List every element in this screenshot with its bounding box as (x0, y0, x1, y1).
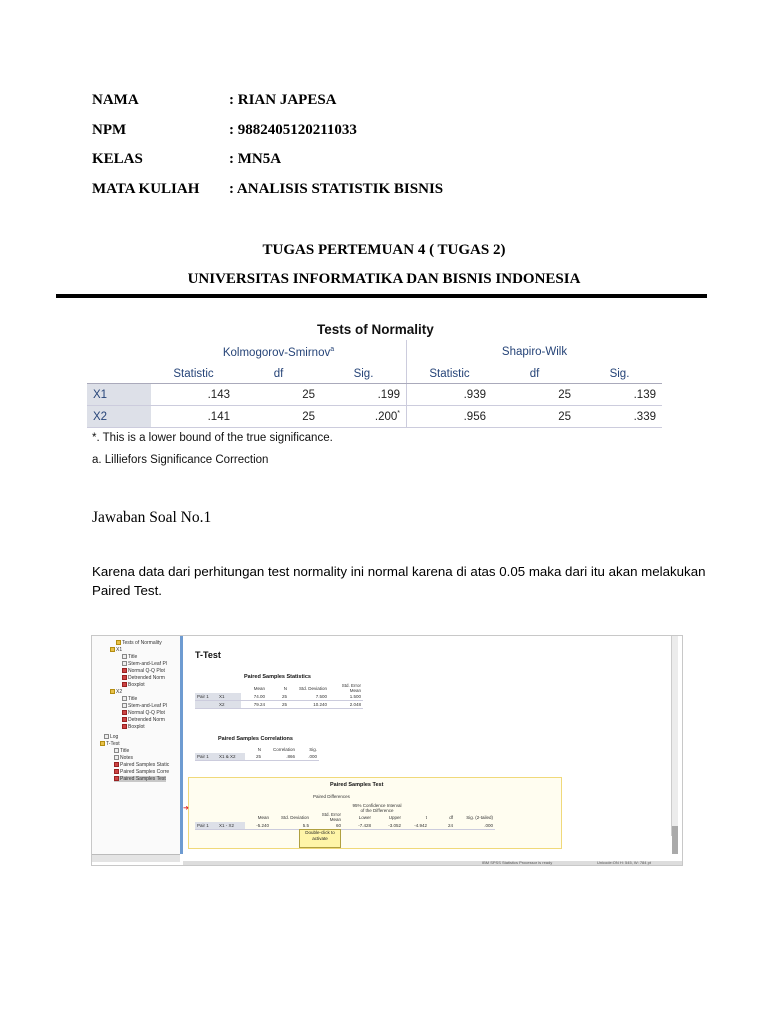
scrollbar-thumb[interactable] (672, 826, 678, 854)
col-header: Mean (257, 814, 269, 820)
arrow-icon: ➜ (183, 805, 189, 812)
activate-tooltip[interactable]: Double-click to activate (299, 829, 341, 848)
cell: Pair 1 (195, 822, 217, 830)
col-header: N (257, 747, 261, 752)
row-label: X1 (87, 384, 151, 406)
col-header: Sig. (577, 364, 662, 384)
folder-icon (110, 647, 115, 652)
cell: 24 (429, 822, 455, 830)
cell: X1 - X2 (217, 822, 245, 830)
cell: .141 (151, 406, 236, 428)
tree-item[interactable]: Normal Q-Q Plot (122, 710, 165, 716)
cell: .339 (577, 406, 662, 428)
info-label: NPM (92, 121, 127, 138)
table-row (195, 693, 363, 701)
cell: 60 (311, 822, 343, 830)
doc-icon (122, 703, 127, 708)
col-header: Std. Error Mean (341, 683, 361, 693)
cell: .199 (321, 384, 407, 406)
info-row-kelas (92, 151, 443, 181)
cell: .956 (407, 406, 493, 428)
col-header: t (425, 814, 427, 820)
table-row (87, 406, 662, 428)
cell: 10.240 (289, 701, 329, 709)
col-header: Std. Deviation (298, 685, 327, 691)
stats-title: Paired Samples Statistics (244, 674, 311, 680)
cell: 25 (492, 406, 577, 428)
status-text: IBM SPSS Statistics Processor is ready (482, 860, 553, 865)
col-header: Statistic (407, 364, 493, 384)
tree-item[interactable]: Stem-and-Leaf Pl (122, 661, 167, 667)
tree-item[interactable]: Detrended Norm (122, 717, 165, 723)
student-info (92, 92, 443, 210)
folder-icon (100, 741, 105, 746)
col-header: Sig. (2-tailed) (466, 814, 493, 820)
tree-item[interactable]: Title (114, 748, 129, 754)
tree-item[interactable]: Title (122, 696, 137, 702)
log-icon (104, 734, 109, 739)
doc-icon (114, 755, 119, 760)
chart-icon (122, 724, 127, 729)
cell: 25 (267, 693, 289, 701)
test-table (195, 812, 495, 830)
cell: Pair 1 (195, 693, 217, 701)
cell (195, 701, 217, 709)
test-group-label: Paired Differences (313, 794, 350, 799)
spss-screenshot (91, 635, 683, 866)
info-value: : ANALISIS STATISTIK BISNIS (229, 180, 444, 197)
table-row (195, 701, 363, 709)
col-header: Upper (388, 814, 401, 820)
cell: 7.500 (289, 693, 329, 701)
tree-item[interactable]: Boxplot (122, 682, 145, 688)
cell: -5.240 (245, 822, 271, 830)
output-navigator-tree (92, 636, 180, 854)
tree-item[interactable]: Detrended Norm (122, 675, 165, 681)
tree-item[interactable]: Paired Samples Corre (114, 769, 169, 775)
col-header: df (236, 364, 321, 384)
cell: 1.500 (329, 693, 363, 701)
group-kolmogorov: Kolmogorov-Smirnov$^a$ (222, 345, 335, 359)
doc-icon (114, 748, 119, 753)
tree-item[interactable]: Tests of Normality (116, 640, 162, 646)
tree-item[interactable]: Boxplot (122, 724, 145, 730)
cell: 25 (236, 406, 321, 428)
paragraph-line: Karena data dari perhitungan test normality ini normal karena di atas 0.05 maka dari itu akan melakukan (92, 564, 706, 579)
cell: .200* (321, 406, 407, 428)
cell: .139 (577, 384, 662, 406)
cell: 2.048 (329, 701, 363, 709)
cell: .939 (407, 384, 493, 406)
cell: 25 (236, 384, 321, 406)
ttest-title: T-Test (195, 650, 221, 660)
info-label: NAMA (92, 92, 139, 108)
cell: 5.5 (271, 822, 311, 830)
tree-scrollbar[interactable] (92, 854, 180, 862)
cell: X1 & X2 (217, 753, 245, 761)
info-row-npm (92, 122, 443, 152)
col-header: df (492, 364, 577, 384)
cell: X2 (217, 701, 241, 709)
doc-icon (122, 654, 127, 659)
info-label: MATA KULIAH (92, 180, 200, 197)
test-title: Paired Samples Test (330, 782, 384, 788)
info-value: : RIAN JAPESA (229, 92, 337, 108)
row-label: X2 (87, 406, 151, 428)
output-scrollbar[interactable] (671, 636, 678, 836)
tree-item-selected[interactable]: Paired Samples Test (114, 776, 166, 782)
cell: -4.942 (403, 822, 429, 830)
doc-icon (122, 661, 127, 666)
folder-icon (116, 640, 121, 645)
pane-divider[interactable] (180, 636, 183, 854)
col-header: Correlation (272, 747, 295, 752)
chart-icon (122, 710, 127, 715)
chart-icon (122, 668, 127, 673)
cell: .000 (455, 822, 495, 830)
col-header: Sig. (321, 364, 407, 384)
table-icon (114, 762, 119, 767)
paragraph-line: Paired Test. (92, 583, 162, 598)
cell: Pair 1 (195, 753, 217, 761)
tree-item[interactable]: T-Test (100, 741, 120, 747)
col-header: Mean (253, 685, 265, 691)
cell: -7.428 (343, 822, 373, 830)
corr-title: Paired Samples Correlations (218, 736, 293, 742)
cell: .143 (151, 384, 236, 406)
cell: 25 (267, 701, 289, 709)
chart-icon (122, 717, 127, 722)
table-row (195, 822, 495, 830)
university-title: UNIVERSITAS INFORMATIKA DAN BISNIS INDONESIA (187, 271, 581, 287)
table-icon (114, 776, 119, 781)
table-row (195, 753, 319, 761)
col-header: df (449, 814, 453, 820)
chart-icon (122, 675, 127, 680)
col-header: Std. Error Mean (321, 812, 341, 822)
col-header: Std. Deviation (280, 814, 309, 820)
doc-icon (122, 696, 127, 701)
info-label: KELAS (92, 151, 143, 167)
footnote: a. Lilliefors Significance Correction (92, 454, 269, 466)
ci-label: 95% Confidence Interval of the Difference (352, 803, 402, 813)
tree-item[interactable]: Notes (114, 755, 133, 761)
info-value: : 9882405120211033 (229, 121, 357, 138)
footnote: *. This is a lower bound of the true significance. (92, 432, 333, 444)
info-row-nama (92, 92, 443, 122)
group-shapiro: Shapiro-Wilk (407, 340, 663, 364)
header-divider (56, 294, 707, 298)
cell: .866 (263, 753, 297, 761)
cell: 79.24 (241, 701, 267, 709)
cell: 25 (245, 753, 263, 761)
cell: .000 (297, 753, 319, 761)
col-header: N (283, 685, 287, 691)
tree-item[interactable]: Log (104, 734, 118, 740)
col-header: Sig. (309, 747, 317, 752)
col-header: Lower (358, 814, 371, 820)
tree-item[interactable]: X1 (110, 647, 122, 653)
normality-title: Tests of Normality (317, 322, 434, 337)
answer-heading: Jawaban Soal No.1 (92, 509, 212, 526)
tree-item[interactable]: Paired Samples Static (114, 762, 169, 768)
corr-table (195, 746, 319, 761)
col-header: Statistic (151, 364, 236, 384)
answer-paragraph (92, 562, 712, 600)
cell: X1 (217, 693, 241, 701)
status-text: Unicode:ON H: 545, W: 784 pt (597, 860, 651, 865)
stats-table (195, 683, 363, 709)
tree-item[interactable]: Stem-and-Leaf Pl (122, 703, 167, 709)
folder-icon (110, 689, 115, 694)
cell: 74.00 (241, 693, 267, 701)
normality-table (87, 340, 662, 428)
cell: 25 (492, 384, 577, 406)
assignment-title: TUGAS PERTEMUAN 4 ( TUGAS 2) (262, 242, 506, 258)
tree-item[interactable]: X2 (110, 689, 122, 695)
info-row-mata-kuliah (92, 181, 443, 211)
table-row (87, 384, 662, 406)
cell: -3.052 (373, 822, 403, 830)
table-icon (114, 769, 119, 774)
info-value: : MN5A (229, 151, 282, 167)
tree-item[interactable]: Title (122, 654, 137, 660)
tree-item[interactable]: Normal Q-Q Plot (122, 668, 165, 674)
chart-icon (122, 682, 127, 687)
